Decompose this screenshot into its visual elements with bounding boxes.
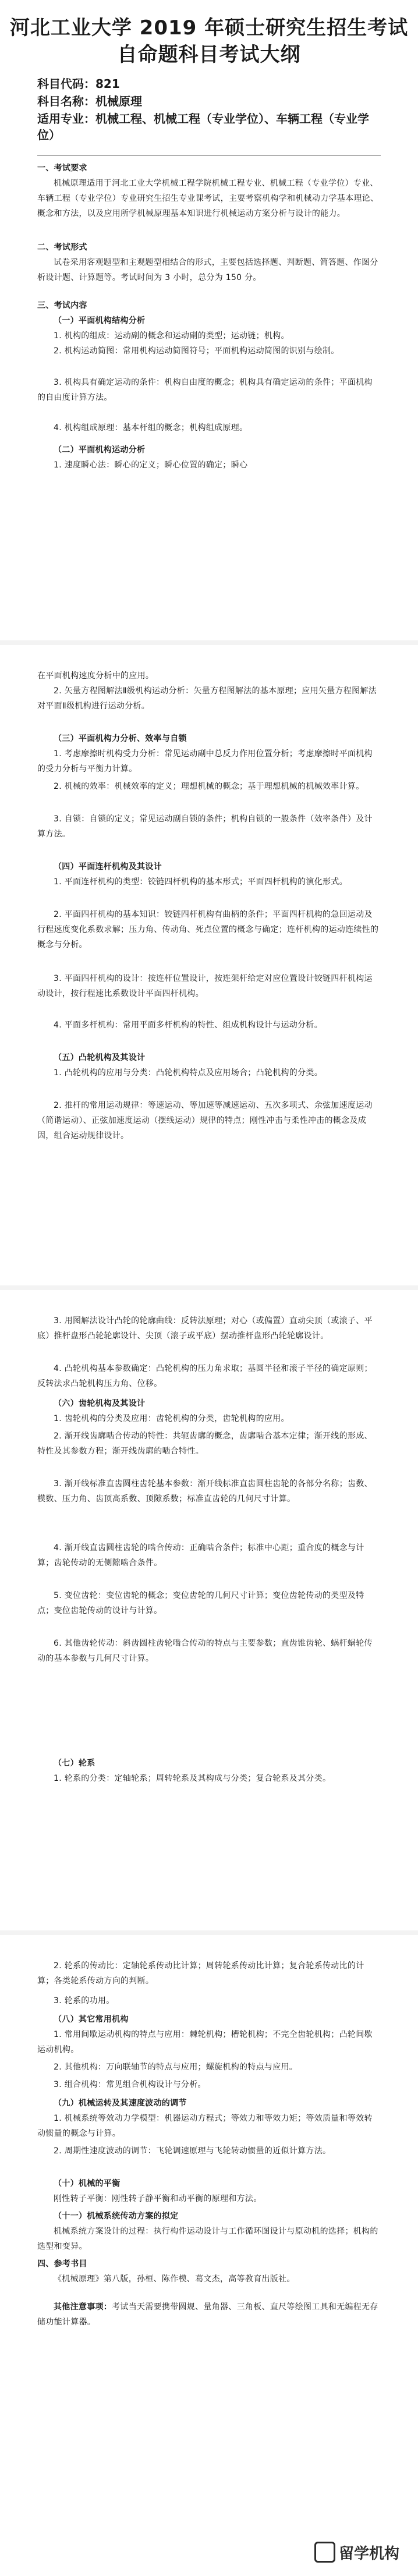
page-1	[0, 0, 418, 640]
part-10-item-1: 刚性转子平衡：刚性转子静平衡和动平衡的原理和方法。	[54, 2194, 262, 2203]
notes	[37, 2299, 381, 2330]
part-1-item-1: 1. 机构的组成：运动副的概念和运动副的类型；运动链；机构。	[54, 331, 289, 341]
part-4-item-1: 1. 平面连杆机构的类型：铰链四杆机构的基本形式；平面四杆机构的演化形式。	[54, 877, 348, 887]
part-9-item-1: 1. 机械系统等效动力学模型：机器运动方程式；等效力和等效力矩；等效质量和等效转动惯量的概念与计算。	[37, 2114, 373, 2138]
notes-heading: 其他注意事项：	[54, 2302, 112, 2312]
part-5-item-2: 2. 推杆的常用运动规律：等速运动、等加速等减速运动、五次多项式、余弦加速度运动（简谐运动）、正弦加速度运动（摆线运动）规律的特点；刚性冲击与柔性冲击的概念及成因，组合运动规律设计。	[37, 1101, 373, 1140]
page-gap	[0, 1285, 418, 1290]
part-4-item-4: 4. 平面多杆机构：常用平面多杆机构的特性、组成机构设计与运动分析。	[54, 1021, 323, 1030]
part-3-item-2: 2. 机械的效率：机械效率的定义；理想机械的概念；基于理想机械的机械效率计算。	[54, 782, 364, 791]
part-6-item-4: 4. 渐开线直齿圆柱齿轮的啮合传动：正确啮合条件；标准中心距；重合度的概念与计算；齿轮传动的无侧隙啮合条件。	[37, 1543, 364, 1568]
page-gap	[0, 1930, 418, 1935]
subject-name: 科目名称：机械原理	[37, 94, 142, 108]
part-10-heading: （十）机械的平衡	[54, 2179, 121, 2188]
part-4-heading: （四）平面连杆机构及其设计	[54, 862, 162, 871]
part-6-item-6: 6. 其他齿轮传动：斜齿圆柱齿轮啮合传动的特点与主要参数；直齿锥齿轮、蜗杆蜗轮传动的基本参数与几何尺寸计算。	[37, 1639, 373, 1663]
page-2	[0, 645, 418, 1285]
part-6-item-2: 2. 渐开线齿廓啮合传动的特性：共轭齿廓的概念，齿廓啮合基本定律；渐开线的形成、特性及其参数方程；渐开线齿廓的啮合特性。	[37, 1431, 373, 1456]
section-2-heading: 二、考试形式	[37, 243, 87, 252]
section-2-text: 试卷采用客观题型和主观题型相结合的形式，主要包括选择题、判断题、简答题、作图分析设计题、计算题等。考试时间为 3 小时，总分为 150 分。	[37, 258, 378, 282]
part-4-item-2: 2. 平面四杆机构的基本知识：铰链四杆机构有曲柄的条件；平面四杆机构的急回运动及行程速度变化系数求解；压力角、传动角、死点位置的概念与确定；连杆机构的运动连续性的概念与分析。	[37, 910, 379, 949]
part-2-item-2: 2. 矢量方程图解法Ⅱ级机构运动分析：矢量方程图解法的基本原理；应用矢量方程图解法对平面Ⅱ级机构进行运动分析。	[37, 686, 377, 711]
section-1-heading: 一、考试要求	[37, 164, 87, 173]
part-6-item-1: 1. 齿轮机构的分类及应用：齿轮机构的分类，齿轮机构的应用。	[54, 1414, 289, 1423]
logo-text: 留学机构	[338, 2545, 399, 2563]
watermark-logo	[307, 2539, 406, 2566]
page-gap	[0, 640, 418, 645]
part-1-item-4: 4. 机构组成原理：基本杆组的概念；机构组成原理。	[54, 423, 248, 433]
part-6-item-3: 3. 渐开线标准直齿圆柱齿轮基本参数：渐开线标准直齿圆柱齿轮的各部分名称；齿数、模数、压力角、齿顶高系数、顶隙系数；标准直齿轮的几何尺寸计算。	[37, 1479, 373, 1504]
section-3-heading: 三、考试内容	[37, 301, 87, 310]
part-1-item-3: 3. 机构具有确定运动的条件：机构自由度的概念；机构具有确定运动的条件；平面机构的自由度计算方法。	[37, 378, 373, 402]
part-4-item-3: 3. 平面四杆机构的设计：按连杆位置设计，按连架杆给定对应位置设计铰链四杆机构运动设计，按行程速比系数设计平面四杆机构。	[37, 974, 373, 998]
title-line2: 自命题科目考试大纲	[117, 43, 301, 66]
part-3-item-3: 3. 自锁：自锁的定义；常见运动副自锁的条件；机构自锁的一般条件（效率条件）及计算方法。	[37, 814, 373, 839]
part-5-item-4: 4. 凸轮机构基本参数确定：凸轮机构的压力角求取；基圆半径和滚子半径的确定原则；反转法求凸轮机构压力角、位移。	[37, 1364, 373, 1388]
part-7-heading: （七）轮系	[54, 1759, 95, 1768]
page-3	[0, 1290, 418, 1930]
part-9-item-2: 2. 周期性速度波动的调节：飞轮调速原理与飞轮转动惯量的近似计算方法。	[54, 2146, 331, 2156]
subject-code: 科目代码：821	[37, 77, 120, 91]
part-2-item-1-cont: 在平面机构速度分析中的应用。	[37, 671, 154, 681]
part-2-item-1: 1. 速度瞬心法：瞬心的定义；瞬心位置的确定；瞬心	[54, 460, 248, 470]
part-5-item-3: 3. 用图解法设计凸轮的轮廓曲线：反转法原理；对心（或偏置）直动尖顶（或滚子、平底）推杆盘形凸轮轮廓设计、尖顶（滚子或平底）摆动推杆盘形凸轮轮廓设计。	[37, 1316, 373, 1341]
reference-1: 《机械原理》第八版，孙桓、陈作模、葛文杰，高等教育出版社。	[54, 2274, 295, 2284]
logo-mark-icon	[314, 2542, 335, 2563]
part-1-heading: （一）平面机构结构分析	[54, 316, 146, 325]
section-1-text: 机械原理适用于河北工业大学机械工程学院机械工程专业、机械工程（专业学位）专业、车辆工程（专业学位）专业研究生招生专业课考试，主要考察机构学和机械动力学基本理论、概念和方法，以及应用所学机械原理基本知识进行机械运动方案分析与设计的能力。	[37, 179, 379, 218]
part-11-item-1: 机械系统方案设计的过程：执行构件运动设计与工作循环图设计与原动机的选择；机构的选型和变异。	[37, 2227, 378, 2251]
part-7-item-2: 2. 轮系的传动比：定轴轮系传动比计算；周转轮系传动比计算；复合轮系传动比的计算；各类轮系传动方向的判断。	[37, 1961, 364, 1986]
part-5-heading: （五）凸轮机构及其设计	[54, 1053, 146, 1062]
section-4-heading: 四、参考书目	[37, 2259, 87, 2269]
part-8-item-2: 2. 其他机构：万向联轴节的特点与应用；螺旋机构的特点与应用。	[54, 2063, 298, 2072]
part-9-heading: （九）机械运转及其速度波动的调节	[54, 2099, 187, 2108]
part-6-item-5: 5. 变位齿轮：变位齿轮的概念；变位齿轮的几何尺寸计算；变位齿轮传动的类型及特点；变位齿轮传动的设计与计算。	[37, 1591, 364, 1615]
part-1-item-2: 2. 机构运动简图：常用机构运动简图符号；平面机构运动简图的识别与绘制。	[54, 346, 339, 356]
page-4	[0, 1935, 418, 2576]
part-2-heading: （二）平面机构运动分析	[54, 445, 146, 455]
part-8-item-1: 1. 常用间歇运动机构的特点与应用：棘轮机构；槽轮机构；不完全齿轮机构；凸轮间歇运动机构。	[37, 2030, 373, 2054]
part-11-heading: （十一）机械系统传动方案的拟定	[54, 2212, 179, 2221]
part-7-item-3: 3. 轮系的功用。	[54, 1996, 115, 2005]
notes-text: 考试当天需要携带圆规、量角器、三角板、直尺等绘图工具和无编程无存储功能计算器。	[37, 2302, 378, 2327]
part-7-item-1: 1. 轮系的分类：定轴轮系；周转轮系及其构成与分类；复合轮系及其分类。	[54, 1774, 331, 1783]
title-line1: 河北工业大学 2019 年硕士研究生招生考试	[9, 16, 409, 40]
part-8-item-3: 3. 组合机构：常见组合机构设计与分析。	[54, 2080, 206, 2089]
part-5-item-1: 1. 凸轮机构的应用与分类：凸轮机构特点及应用场合；凸轮机构的分类。	[54, 1068, 323, 1078]
part-6-heading: （六）齿轮机构及其设计	[54, 1399, 146, 1408]
applicable-major: 适用专业：机械工程、机械工程（专业学位）、车辆工程（专业学位）	[37, 112, 369, 142]
part-8-heading: （八）其它常用机构	[54, 2015, 129, 2024]
part-3-item-1: 1. 考虑摩擦时机构受力分析：常见运动副中总反力作用位置分析；考虑摩擦时平面机构的受力分析与平衡力计算。	[37, 749, 373, 774]
part-3-heading: （三）平面机构力分析、效率与自锁	[54, 734, 187, 743]
